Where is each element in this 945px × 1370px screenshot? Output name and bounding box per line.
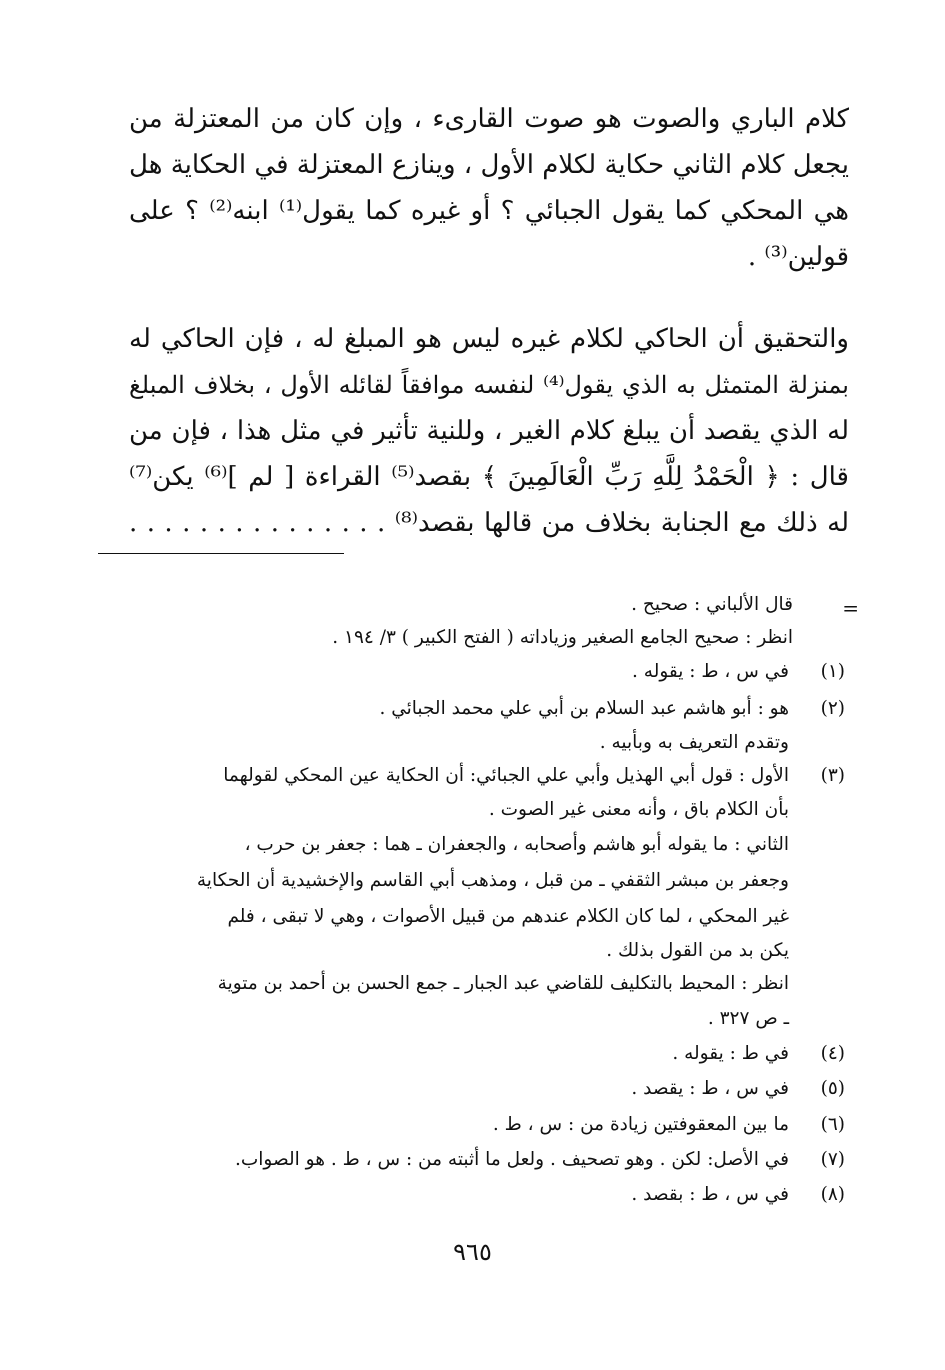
- footnote-1: [100, 661, 845, 689]
- main-paragraph-2: [129, 316, 849, 546]
- footnote-7: [100, 1149, 845, 1177]
- footnote-2: [100, 698, 845, 726]
- footnote-6: [100, 1114, 845, 1142]
- footnote-text: الثاني : ما يقوله أبو هاشم وأصحابه ، والجعفران ـ هما : جعفر بن حرب ،: [244, 834, 789, 855]
- footnote-text: في ط : يقوله .: [672, 1043, 789, 1064]
- footnote-text: يكن بد من القول بذلك .: [606, 940, 789, 961]
- footnote-text: الأول : قول أبي الهذيل وأبي علي الجبائي: أن الحكاية عين المحكي لقولهما: [223, 765, 789, 786]
- main-text-line: له الذي يقصد أن يبلغ كلام الغير ، وللنية تأثير في مثل هذا ، فإن من: [129, 416, 849, 446]
- footnote-continuation-line: انظر : صحيح الجامع الصغير وزياداته ( الفتح الكبير ) ٣/ ١٩٤ .: [332, 627, 793, 648]
- footnote-text: في س ، ط : يقصد .: [631, 1078, 789, 1099]
- footnote-continuation-line: قال الألباني : صحيح .: [631, 594, 793, 615]
- footnote-text: وجعفر بن مبشر الثقفي ـ من قبل ، ومذهب أبي القاسم والإخشيدية أن الحكاية: [196, 870, 789, 891]
- footnote-5: [100, 1078, 845, 1106]
- footnote-text: بأن الكلام باق ، وأنه معنى غير الصوت .: [488, 799, 789, 820]
- footnote-text: في الأصل: لكن . وهو تصحيف . ولعل ما أثبته من : س ، ط . هو الصواب.: [234, 1149, 789, 1170]
- footnote-3: [100, 765, 845, 793]
- footnote-separator: [98, 553, 344, 554]
- footnote-4: [100, 1043, 845, 1071]
- main-text-line: قولين⁽³⁾ .: [747, 242, 849, 272]
- footnote-number: (٦): [820, 1114, 845, 1135]
- footnote-number: (٢): [820, 698, 845, 719]
- footnote-number: (١): [820, 661, 845, 682]
- footnote-text: في س ، ط : يقوله .: [632, 661, 789, 682]
- main-text-line: هي المحكي كما يقول الجبائي ؟ أو غيره كما يقول⁽¹⁾ ابنه⁽²⁾ ؟ على: [129, 196, 849, 226]
- footnote-text: انظر : المحيط بالتكليف للقاضي عبد الجبار ـ جمع الحسن بن أحمد بن متوية: [217, 973, 789, 994]
- footnote-number: (٧): [820, 1149, 845, 1170]
- footnote-number: (٤): [820, 1043, 845, 1064]
- footnote-number: (٨): [820, 1184, 845, 1205]
- footnote-number: (٥): [820, 1078, 845, 1099]
- main-text-line: له ذلك مع الجنابة بخلاف من قالها بقصد⁽⁸⁾ . . . . . . . . . . . . . . .: [129, 508, 849, 538]
- main-paragraph-1: [129, 96, 849, 280]
- footnote-text: ـ ص ٣٢٧ .: [707, 1008, 789, 1029]
- main-text-line: قال : ﴿ الْحَمْدُ لِلَّهِ رَبِّ الْعَالَمِينَ ﴾ بقصد⁽⁵⁾ القراءة [ لم ]⁽⁶⁾ يكن⁽⁷⁾: [129, 462, 849, 492]
- page-number: ٩٦٥: [453, 1238, 492, 1266]
- footnote-text: غير المحكي ، لما كان الكلام عندهم من قبيل الأصوات ، وهي لا تبقى ، فلم: [227, 906, 789, 927]
- continuation-marker: =: [842, 596, 859, 620]
- footnote-text: ما بين المعقوفتين زيادة من : س ، ط .: [492, 1114, 789, 1135]
- footnote-text: هو : أبو هاشم عبد السلام بن أبي علي محمد الجبائي .: [379, 698, 789, 719]
- main-text-line: والتحقيق أن الحاكي لكلام غيره ليس هو المبلغ له ، فإن الحاكي له: [129, 324, 849, 354]
- main-text-line: يجعل كلام الثاني حكاية لكلام الأول ، وينازع المعتزلة في الحكاية هل: [129, 150, 849, 180]
- main-text-line: كلام الباري والصوت هو صوت القارىء ، وإن كان من المعتزلة من: [129, 104, 849, 134]
- main-text-line: بمنزلة المتمثل به الذي يقول⁽⁴⁾ لنفسه موافقاً لقائله الأول ، بخلاف المبلغ: [129, 371, 849, 399]
- footnote-text: وتقدم التعريف به وبأبيه .: [599, 732, 789, 753]
- footnote-8: [100, 1184, 845, 1212]
- footnote-number: (٣): [820, 765, 845, 786]
- footnote-text: في س ، ط : بقصد .: [631, 1184, 789, 1205]
